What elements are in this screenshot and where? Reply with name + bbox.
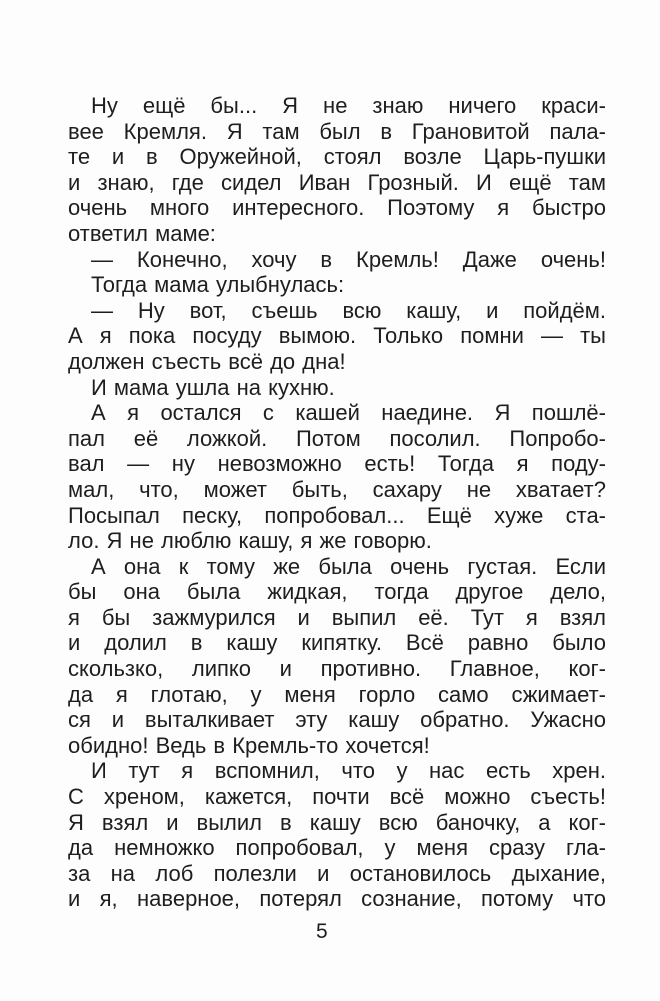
text-line: да немножко попробовал, у меня сразу гла- xyxy=(68,835,606,861)
text-line: обидно! Ведь в Кремль-то хочется! xyxy=(68,732,430,758)
text-line: те и в Оружейной, стоял возле Царь-пушки xyxy=(68,144,606,170)
text-line: за на лоб полезли и остановилось дыхание, xyxy=(68,860,606,886)
text-line: да я глотаю, у меня горло само сжимает- xyxy=(68,681,606,707)
text-line: — Ну вот, съешь всю кашу, и пойдём. xyxy=(91,297,606,323)
text-line: должен съесть всё до дна! xyxy=(68,348,346,374)
text-line: ся и выталкивает эту кашу обратно. Ужасно xyxy=(68,707,606,733)
text-line: С хреном, кажется, почти всё можно съесть! xyxy=(68,784,606,810)
text-line: Посыпал песку, попробовал... Ещё хуже ста- xyxy=(68,502,606,528)
text-line: А она к тому же была очень густая. Если xyxy=(91,553,606,579)
text-line: очень много интересного. Поэтому я быстро xyxy=(68,195,606,221)
text-line: вал — ну невозможно есть! Тогда я поду- xyxy=(68,451,606,477)
text-line: вее Кремля. Я там был в Грановитой пала- xyxy=(68,118,606,144)
text-line: А я остался с кашей наедине. Я пошлё- xyxy=(91,400,606,426)
text-line: мал, что, может быть, сахару не хватает? xyxy=(68,476,606,502)
text-line: пал её ложкой. Потом посолил. Попробо- xyxy=(68,425,606,451)
text-line: скользко, липко и противно. Главное, ког- xyxy=(68,656,606,682)
page-body-text xyxy=(68,93,606,912)
text-line: И мама ушла на кухню. xyxy=(91,374,335,400)
text-line: бы она была жидкая, тогда другое дело, xyxy=(68,579,606,605)
text-line: И тут я вспомнил, что у нас есть хрен. xyxy=(91,758,606,784)
text-line: Я взял и вылил в кашу всю баночку, а ког- xyxy=(68,809,606,835)
text-line: ответил маме: xyxy=(68,220,216,246)
text-line: ло. Я не люблю кашу, я же говорю. xyxy=(68,528,432,554)
text-line: Тогда мама улыбнулась: xyxy=(91,272,345,298)
text-line: и долил в кашу кипятку. Всё равно было xyxy=(68,630,606,656)
text-line: и знаю, где сидел Иван Грозный. И ещё там xyxy=(68,169,606,195)
text-line: А я пока посуду вымою. Только помни — ты xyxy=(68,323,606,349)
text-line: и я, наверное, потерял сознание, потому что xyxy=(68,886,606,912)
text-line: — Конечно, хочу в Кремль! Даже очень! xyxy=(91,246,606,272)
text-line: я бы зажмурился и выпил её. Тут я взял xyxy=(68,604,606,630)
page-number: 5 xyxy=(316,920,328,943)
text-line: Ну ещё бы... Я не знаю ничего краси- xyxy=(91,93,606,118)
